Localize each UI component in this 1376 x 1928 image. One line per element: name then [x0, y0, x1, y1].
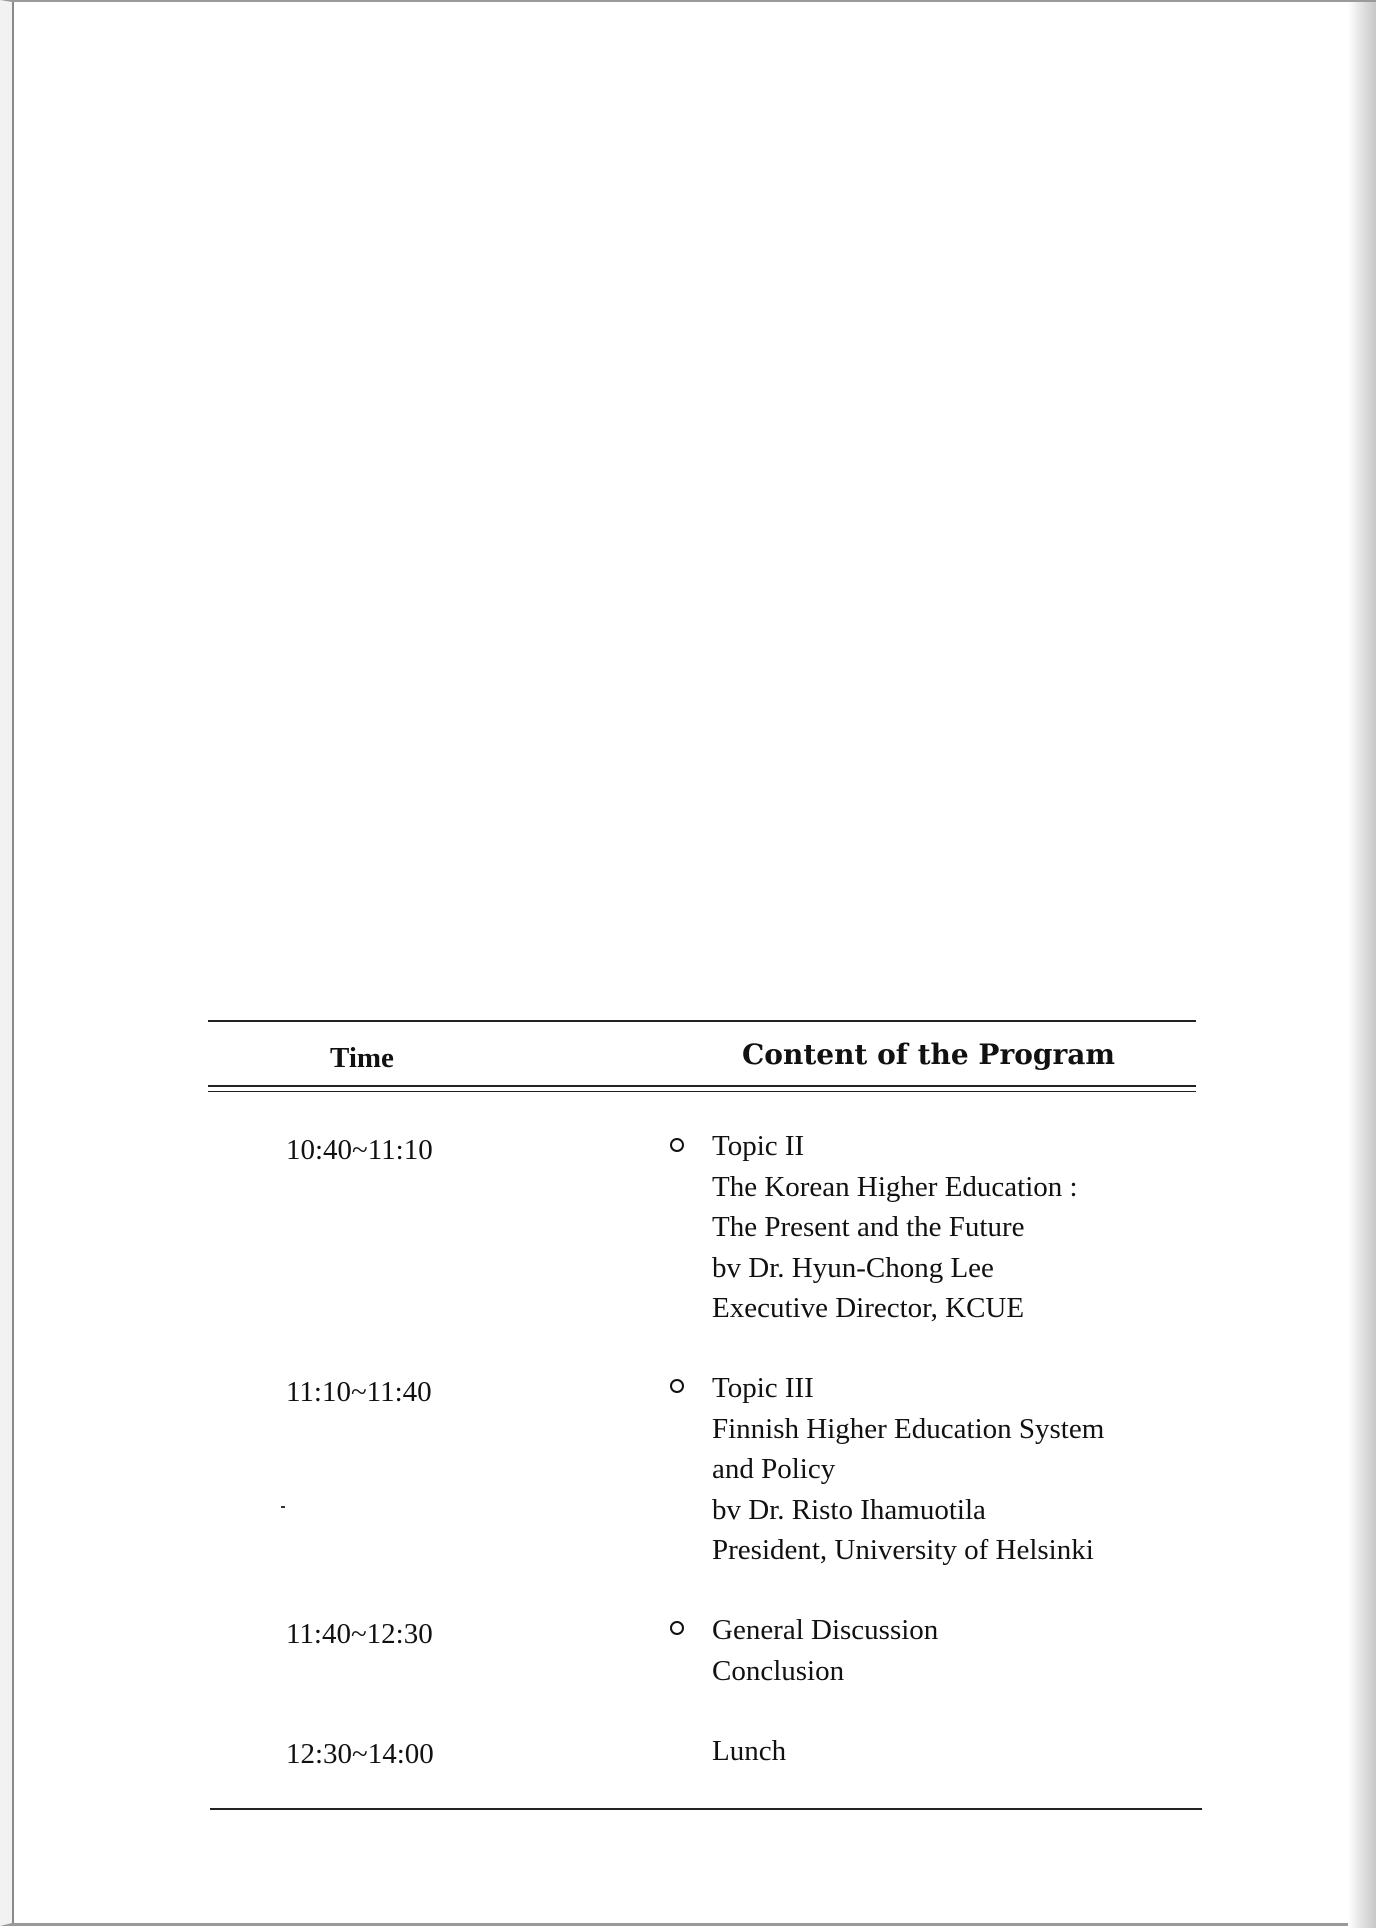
content-line: President, University of Helsinki	[712, 1534, 1094, 1566]
content-line: Lunch	[712, 1735, 787, 1767]
table-bottom-rule	[210, 1808, 1202, 1810]
row-time: 11:10~11:40	[286, 1376, 432, 1408]
row-content	[712, 1126, 1078, 1329]
content-line: The Present and the Future	[712, 1211, 1025, 1243]
row-time: 11:40~12:30	[286, 1618, 433, 1650]
scan-speck	[281, 1506, 285, 1508]
bullet-icon	[670, 1138, 684, 1152]
row-content	[712, 1731, 786, 1772]
content-line: General Discussion	[712, 1614, 939, 1646]
header-double-rule-upper	[208, 1085, 1196, 1087]
header-double-rule-lower	[208, 1091, 1196, 1092]
content-line: Conclusion	[712, 1654, 845, 1687]
row-time: 12:30~14:00	[286, 1738, 434, 1770]
row-content	[712, 1610, 938, 1691]
bullet-icon	[670, 1379, 684, 1393]
page-edge-shadow	[1348, 2, 1376, 1928]
row-time: 10:40~11:10	[286, 1134, 433, 1166]
content-line: Executive Director, KCUE	[712, 1292, 1025, 1324]
bullet-icon	[670, 1621, 684, 1635]
table-top-rule	[208, 1020, 1196, 1022]
header-time: Time	[330, 1042, 394, 1074]
content-line: The Korean Higher Education :	[712, 1170, 1078, 1203]
content-line: Finnish Higher Education System	[712, 1412, 1105, 1445]
content-line: bv Dr. Risto Ihamuotila	[712, 1493, 986, 1526]
content-line: and Policy	[712, 1453, 836, 1485]
content-line: bv Dr. Hyun-Chong Lee	[712, 1251, 994, 1284]
content-line: Topic II	[712, 1130, 805, 1162]
content-line: Topic III	[712, 1372, 814, 1404]
header-content: Content of the Program	[742, 1038, 1116, 1071]
row-content	[712, 1368, 1104, 1571]
